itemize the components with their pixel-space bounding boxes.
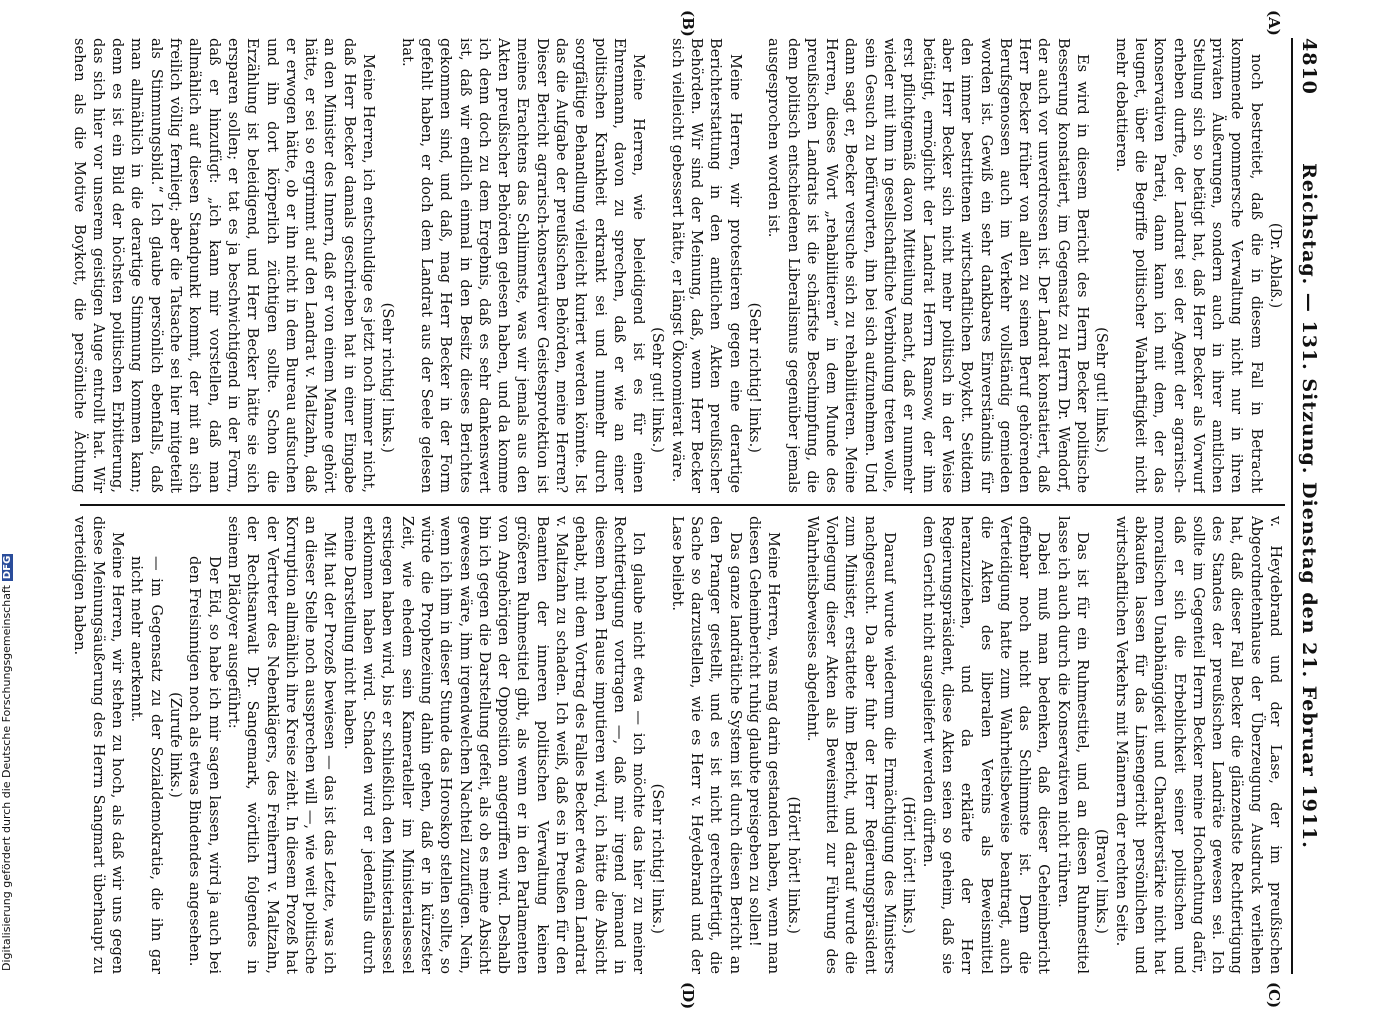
rotated-scan (70, 10, 1325, 1009)
margin-marker-d: (D) (679, 982, 697, 1009)
paragraph: Das ganze landrätliche System ist durch diesen Bericht an den Pranger gestellt, und es ist nicht gerechtfertigt, die Sache so darzustellen, wie es Herr v. Heydebrand und der Lase beliebt. (668, 516, 744, 974)
margin-marker-a: (A) (1265, 10, 1283, 36)
interjection: (Sehr richtig! links.) (649, 783, 667, 934)
interjection: (Hört! hört! links.) (784, 796, 802, 934)
header-title: Reichstag. — 131. Sitzung. Dienstag den 21. Februar 1911. (1298, 163, 1320, 849)
column-divider (80, 504, 1285, 506)
interjection: (Sehr richtig! links.) (379, 302, 397, 453)
paragraph: v. Heydebrand und der Lase, der im preußischen Abgeordnetenhause der Überzeugung Ausdruck verliehen hat, daß dieser Fall Becker die glänzendste Rechtfertigung des Standes der preußischen Landräte gewesen sei. Ich sollte im Gegenteil Herrn Becker meine Hochachtung dafür, daß er sich die Erbeblichkeit seiner politischen und moralischen Unabhängigkeit und Charakterstärke nicht hat abkaufen lassen für das Linsengericht persönlichen und wirtschaftlichen Verkehrs mit Männern der rechten Seite. (1112, 516, 1284, 974)
quotation: Der Eid, so habe ich mir sagen lassen, wird ja auch bei den Freisinnigen noch als etwas Bindendes angesehen. (186, 556, 223, 974)
paragraph: Es wird in diesem Bericht des Herrn Becker politische Besserung konstatiert, im Gegensatz zu Herrn Dr. Wendorf, der auch vor unverdrossen ist. Der Landrat konstatiert, daß Herr Becker früher von allen zu seinen Beruf gehörenden Berufsgenossen auch im Verkehr vollständig gemieden worden ist. Gewiß ein sehr dankbares Einverständnis für den immer bestrittenen wirtschaftlichen Boykott. Seitdem aber Herr Becker sich nicht mehr politisch in der Weise betätigt, ermöglicht der Landrat Herrn Ramsow, der ihm erst pflichtgemäß davon Mitteilung macht, daß er nunmehr wieder mit ihm in gesellschaftliche Verbindung treten wolle, sein Gesuch zu befürworten, ihn bei sich aufzunehmen. Und dann sagt er, Becker versuche sich zu rehabilitieren. Meine Herren, dieses Wort „rehabilitieren“ in dem Munde des preußischen Landrats ist die schärfste Beschimpfung, die dem politisch entschiedenen Liberalismus gegenüber jemals ausgesprochen worden ist. (765, 38, 1092, 493)
paragraph: noch bestreitet, daß die in diesem Fall in Betracht kommende pommersche Verwaltung nicht nur in ihren privaten Äußerungen, sondern auch in ihrer amtlichen Stellung sich so betätigt hat, daß Herr Becker als Vorwurf erheben durfte, der Landrat sei der Agent der agrarisch-konservativen Partei, dann kann ich mit dem, der das leugnet, über die Begriffe politischer Wahrhaftigkeit nicht mehr debattieren. (1112, 38, 1265, 493)
page-number: 4810 (1298, 38, 1320, 95)
paragraph: Dabei muß man bedenken, daß dieser Geheimbericht offenbar noch nicht das Schlimmste ist. Denn die Verteidigung hatte zum Wahrheitsbeweise beantragt, auch die Akten des liberalen Vereins als Beweismittel heranzuziehen, und da erklärte der Herr Regierungspräsident, diese Akten seien so geheim, daß sie dem Gericht nicht ausgeliefert werden dürften. (919, 516, 1053, 974)
paragraph: Mit hat der Prozeß bewiesen — das ist das Letzte, was ich an dieser Stelle noch aussprechen will —, wie weit politische Korruption allmählich ihre Kreise zieht. In diesem Prozeß hat der Vertreter des Nebenklägers, des Freiherrn v. Maltzahn, der Rechtsanwalt Dr. Sangemark, wörtlich folgendes in seinem Plädoyer ausgeführt: (224, 516, 339, 974)
paragraph: Darauf wurde wiederum die Ermächtigung des Ministers nachgesucht. Da aber fuhr der Herr Regierungspräsident zum Minister, erstattete ihm Bericht, und darauf wurde die Vorlegung dieser Akten als Beweismittel zur Führung des Wahrheitsbeweises abgelehnt. (803, 516, 899, 974)
margin-marker-c: (C) (1265, 982, 1283, 1009)
interjection: (Sehr gut! links.) (1093, 327, 1111, 453)
paragraph: Meine Herren, wir stehen zu hoch, als daß wir uns gegen diese Meinungsäußerung des Herrn Sangmart überhaupt zu verteidigen haben. (70, 516, 127, 974)
text-columns (70, 38, 1285, 974)
paragraph: Ich glaube nicht etwa — ich möchte das hier zu meiner Rechtfertigung vortragen —, daß mir irgend jemand in diesem hohen Hause imputieren wird, ich hätte die Absicht gehabt, mit dem Vortrag des Falles Becker etwa dem Landrat v. Maltzahn zu schaden. Ich weiß, daß es in Preußen für den Beamten der inneren politischen Verwaltung keinen größeren Ruhmestitel gibt, als wenn er in den Parlamenten von Angehörigen der Opposition angegriffen wird. Deshalb bin ich gegen die Darstellung gefeit, als ob es meine Absicht gewesen wäre, ihm irgendwelchen Nachteil zuzufügen. Nein, wenn ich ihm in dieser Stunde das Horoskop stellen sollte, so würde die Prophezeiung dahin gehen, daß er in kürzester Zeit, wie ehedem sein Kamerateller im Ministerialsessel erstiegen haben wird, bis er schließlich den Ministerialsessel erklommen haben wird. Schaden wird er jedenfalls durch meine Darstellung nicht haben. (340, 516, 648, 974)
page-header (1291, 38, 1325, 974)
paragraph: Das ist für ein Ruhmestitel, und an diesen Ruhmestitel lasse ich auch durch die Konservativen nicht rühren. (1054, 516, 1092, 974)
paragraph: Meine Herren, was mag darin gestanden haben, wenn man diesen Geheimbericht ruhig glaubte preisgeben zu sollen! (745, 516, 783, 974)
paragraph: Meine Herren, wie beleidigend ist es für einen Ehrenmann, davon zu sprechen, daß er wie an einer politischen Krankheit erkrankt sei und nunmehr durch sorgfältige Behandlung vielleicht kuriert werden könnte. Ist das die Aufgabe der preußischen Behörden, meine Herren? Dieser Bericht agrarisch-konservativer Geistesprotektion ist meines Erachtens das Schlimmste, was wir jemals aus den Akten preußischer Behörden gelesen haben, und da komme ich denn doch zu dem Ergebnis, daß es sehr dankenswert ist, daß wir endlich einmal in den Besitz dieses Berichtes gekommen sind, und daß, mag Herr Becker in der Form gefehlt haben, er doch dem Landrat aus der Seele gelesen hat. (398, 38, 648, 493)
speaker-label: (Dr. Ablaß.) (1267, 222, 1284, 309)
paragraph: Meine Herren, wir protestieren gegen eine derartige Berichterstattung in den amtlichen Akten preußischer Behörden. Wir sind der Meinung, daß, wenn Herr Becker sich vielleicht gebessert hätte, er längst Ökonomierat wäre. (668, 38, 744, 493)
quotation: — im Gegensatz zu der Sozialdemokratie, die ihn gar nicht mehr anerkennt. (128, 556, 165, 974)
left-column (70, 38, 1285, 493)
interjection: (Zurufe links.) (167, 692, 185, 798)
interjection: (Sehr gut! links.) (649, 327, 667, 453)
margin-marker-b: (B) (679, 10, 697, 37)
interjection: (Sehr richtig! links.) (745, 302, 763, 453)
interjection: (Hört! hört! links.) (900, 796, 918, 934)
right-column (70, 516, 1285, 974)
interjection: (Bravo! links.) (1093, 828, 1111, 934)
dfg-logo: DFG (2, 555, 13, 580)
paragraph: Meine Herren, ich entschuldige es jetzt noch immer nicht, daß Herr Becker damals geschrieben hat in einer Eingabe an den Minister des Innern, daß er von einem Manne gehört hätte, er sei so ergrimmt auf den Landrat v. Maltzahn, daß er erwogen hätte, ob er ihn nicht in dem Bureau aufsuchen und ihn dort körperlich züchtigen sollte. Schon die Erzählung ist beleidigend, und Herr Becker hätte sie sich ersparen sollen; er tat es ja beschwichtigend in der Form, daß er hinzufügt: „ich kann mir vorstellen, daß man allmählich auf diesen Standpunkt kommt, der mit an sich freilich völlig fernliegt; aber die Tatsache sei hier mitgeteilt als Stimmungsbild.“ Ich glaube persönlich ebenfalls, daß man allmählich in die derartige Stimmung kommen kann; denn es ist ein Bild der höchsten politischen Erbitterung, das sich hier vor unserem geistigen Auge entrollt hat. Wir sehen als die Motive Boykott, die persönliche Ächtung (70, 38, 378, 493)
footer-text: Digitalisierung gefördert durch die Deutsche Forschungsgemeinschaft (0, 585, 13, 971)
footer-credit (0, 554, 13, 971)
